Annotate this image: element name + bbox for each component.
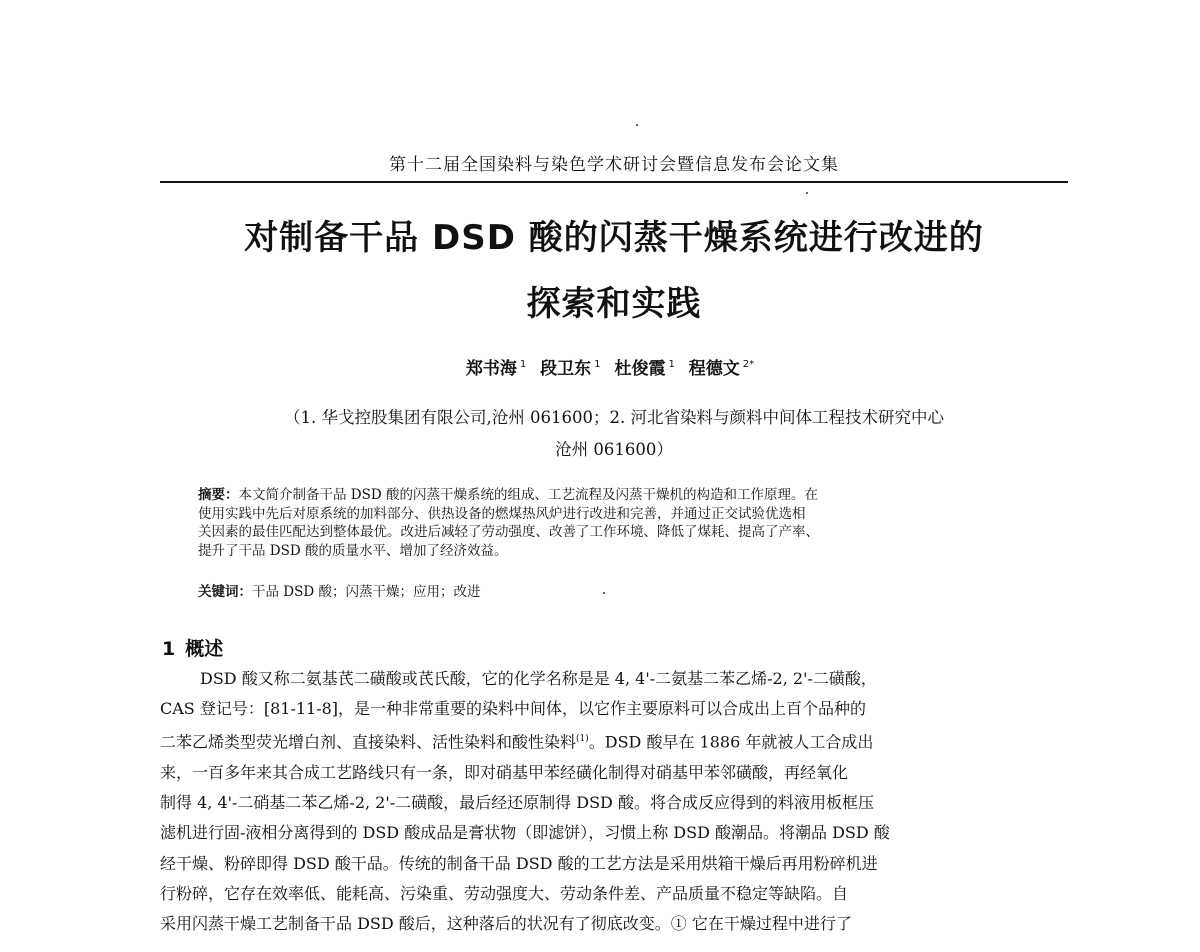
body-line: 滤机进行固-液相分离得到的 DSD 酸成品是膏状物（即滤饼），习惯上称 DSD 酸潮品。将潮品 DSD 酸 — [160, 823, 890, 843]
author-name: 段卫东 — [540, 359, 592, 379]
abstract — [198, 486, 1038, 560]
body-line: 经干燥、粉碎即得 DSD 酸干品。传统的制备干品 DSD 酸的工艺方法是采用烘箱干燥后再用粉碎机进 — [160, 853, 878, 873]
body-line: DSD 酸又称二氨基芪二磺酸或芪氏酸，它的化学名称是是 4, 4'-二氨基二苯乙烯-2, 2'-二磺酸， — [200, 669, 877, 688]
body-line: CAS 登记号：[81-11-8]，是一种非常重要的染料中间体，以它作主要原料可以合成出上百个品种的 — [160, 699, 867, 719]
header-rule — [160, 181, 1068, 183]
author-mark: 1 — [519, 359, 527, 371]
author-name: 郑书海 — [465, 359, 517, 379]
body-line: 行粉碎，它存在效率低、能耗高、污染重、劳动强度大、劳动条件差、产品质量不稳定等缺陷。自 — [160, 883, 849, 903]
scan-speck — [636, 124, 638, 126]
author-name: 杜俊霞 — [614, 359, 666, 379]
author-mark: 2* — [742, 359, 755, 371]
abstract-label: 摘要： — [198, 487, 239, 503]
body-line: 来，一百多年来其合成工艺路线只有一条，即对硝基甲苯经磺化制得对硝基甲苯邻磺酸，再经氧化 — [160, 762, 849, 782]
author-name: 程德文 — [688, 359, 740, 379]
affiliation-line1: （1. 华戈控股集团有限公司,沧州 061600；2. 河北省染料与颜料中间体工程技术研究中心 — [284, 408, 944, 427]
running-header: 第十二届全国染料与染色学术研讨会暨信息发布会论文集 — [389, 155, 839, 175]
body-line: 采用闪蒸干燥工艺制备干品 DSD 酸后，这种落后的状况有了彻底改变。① 它在干燥过程中进行了 — [160, 913, 852, 933]
paper-title-line1: 对制备干品 DSD 酸的闪蒸干燥系统进行改进的 — [244, 218, 984, 258]
affiliation-line2: 沧州 061600） — [555, 440, 673, 459]
author-mark: 1 — [668, 359, 675, 371]
abstract-line: 使用实践中先后对原系统的加料部分、供热设备的燃煤热风炉进行改进和完善，并通过正交试验优选相 — [198, 505, 806, 522]
keywords-label: 关键词： — [198, 584, 252, 600]
body-line-text: 二苯乙烯类型荧光增白剂、直接染料、活性染料和酸性染料 — [160, 732, 577, 752]
body-line: 制得 4, 4'-二硝基二苯乙烯-2, 2'-二磺酸，最后经还原制得 DSD 酸。将合成反应得到的料液用板框压 — [160, 793, 874, 813]
scan-speck — [806, 192, 808, 194]
section-number: 1 — [162, 638, 176, 660]
body-line — [160, 724, 1068, 758]
keywords — [198, 580, 1038, 600]
author-list — [160, 354, 1068, 379]
citation-mark: (1) — [576, 734, 589, 745]
body-line-tail: 。DSD 酸早在 1886 年就被人工合成出 — [588, 732, 874, 752]
section-body — [160, 664, 1068, 939]
paper-title-line2: 探索和实践 — [526, 284, 702, 324]
keywords-text: 干品 DSD 酸；闪蒸干燥；应用；改进 — [252, 584, 481, 600]
abstract-line: 关因素的最佳匹配达到整体最优。改进后减轻了劳动强度、改善了工作环境、降低了煤耗、提高了产率、 — [198, 524, 819, 540]
abstract-line: 提升了干品 DSD 酸的质量水平、增加了经济效益。 — [198, 542, 508, 559]
section-heading — [162, 634, 223, 661]
author-mark: 1 — [594, 359, 601, 371]
abstract-line: 本文简介制备干品 DSD 酸的闪蒸干燥系统的组成、工艺流程及闪蒸干燥机的构造和工作原理。在 — [238, 487, 818, 503]
section-title: 概述 — [185, 638, 224, 660]
